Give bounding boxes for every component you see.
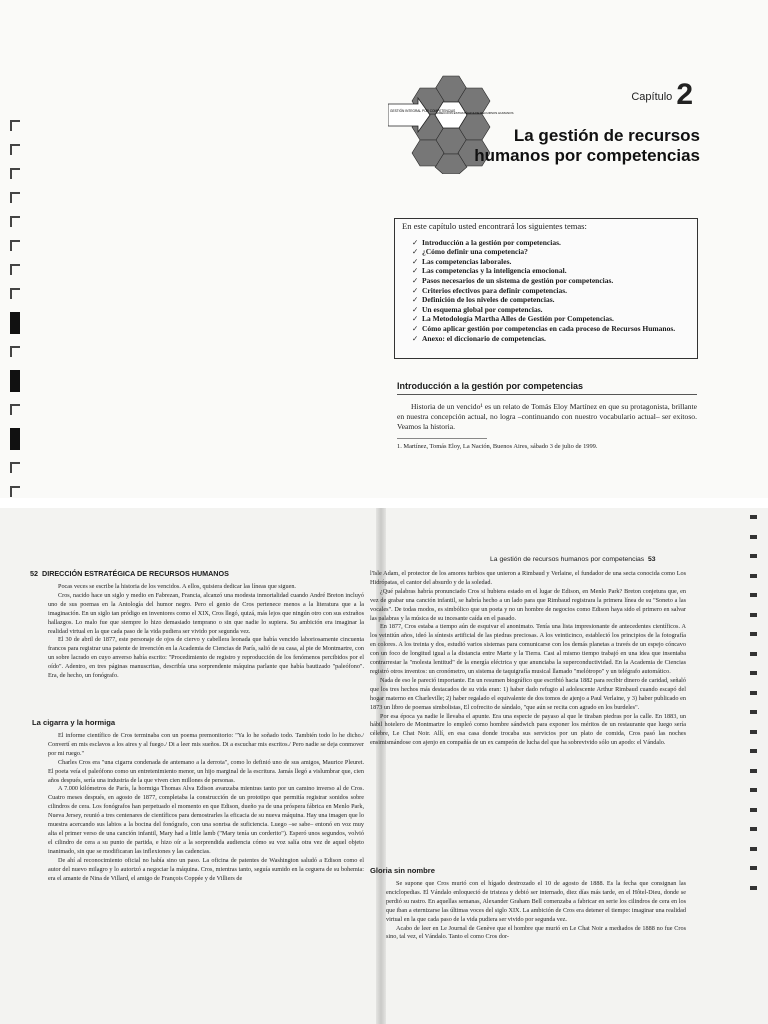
right-column-top [370,570,686,748]
right-page-header [490,556,656,563]
chapter-heading [631,78,693,112]
right-paragraph: l'Isle Adam, el protector de los amores turbios que unieron a Rimbaud y Verlaine, el fundador de una secta conocida como Los Hidrópatas, el cantor del absurdo y de la soledad. [370,570,686,586]
section-rule [397,394,697,395]
right-paragraph: Por esa época ya nadie le llevaba el apunte. Era una especie de payaso al que le tiraban piedras por la calle. En 1883, un hábil hotelero de Montmartre lo empleó como hombre sándwich para exponer los méritos de un restaurante que luego sería célebre, Le Chat Noir. Allí, en esa casa donde trocaba sus servicios por un plato de comida, Cros pasó las noches ensimismándose con ajenjo en compañía de un ex campeón de lucha del que ha sobrevivido sólo un apodo: el Vándalo. [370,712,686,747]
chapter-title [470,126,700,166]
left-paragraph: Pocas veces se escribe la historia de los vencidos. A ellos, quisiera dedicar las líneas que siguen. [58,583,296,590]
topics-box [394,218,698,359]
topic-item: ✓ Cómo aplicar gestión por competencias en cada proceso de Recursos Humanos. [412,324,690,334]
section-title: Introducción a la gestión por competencias [397,381,584,391]
topic-item: ✓ ¿Cómo definir una competencia? [412,247,690,257]
chapter-label: Capítulo [631,91,673,103]
right-paragraph: Nada de eso le pareció importante. En un resumen biográfico que escribió hacia 1882 para recibir dinero de caridad, señaló que los tres hechos más destacados de su vida eran: 1) haber dado refugio al adolescente Arthur Rimbaud cuando escapó del hogar materno en Charleville; 2) haber regalado el equivalente de dos tomos de ajenjo a Paul Verlaine, y 3) haber publicado en 1873 un libro de poemas simbolistas, El cofrecito de sándalo, "que aún se recita con agrado en los burdeles". [370,676,686,711]
right-subhead: Gloria sin nombre [370,866,435,875]
footnote: 1. Martínez, Tomás Eloy, La Nación, Buenos Aires, sábado 3 de julio de 1999. [397,443,598,450]
right-page-number: 53 [647,556,656,563]
chapter-title-line-2: humanos por competencias [474,146,700,165]
left-paragraph: De ahí al reconocimiento oficial no había sino un paso. La oficina de patentes de Washington saludó a Edison como el autor del nuevo milagro y lo autorizó a negociar la máquina. Cros, mientras tanto, seguía sumido en la ceguera de su bohemia: era el amante de Nina de Villard, el amigo de François Coppée y de Villiers de [48,856,364,882]
right-paragraph: Se supone que Cros murió con el hígado destrozado el 10 de agosto de 1888. Es la fecha que consignan las enciclopedias. El Vándalo enloqueció de tristeza y debió ser internado, diez días más tarde, en el Hôtel-Dieu, donde se perdió su rastro. En aquellas semanas, Alexander Graham Bell comenzaba a fabricar en serie los cilindros de cera en los que iban a eternizarse las últimas voces del siglo XIX. La ambición de Cros era detener el tiempo: imaginar una realidad virtual en la que cada paso de la vida pudiera ser vivido por segunda vez. [386,880,686,923]
topics-list [402,238,690,344]
right-running-title: La gestión de recursos humanos por competencias [490,556,645,563]
left-page-header [30,569,229,578]
topic-item: ✓ Un esquema global por competencias. [412,305,690,315]
left-column-top [48,583,364,681]
footnote-rule [397,438,487,439]
left-column-bottom [48,732,364,883]
left-paragraph: Cros, nacido hace un siglo y medio en Fabrezan, Francia, alcanzó una modesta inmortalidad cuando André Breton incluyó uno de sus poemas en la Antología del humor negro. Pero el genio de Cros pertenece menos a la literatura que a la imaginación. En un siglo tan pródigo en inventores como el XIX, Cros llegó, quizá, más lejos que ningún otro con sus extraños hallazgos. Lo malo fue que siempre lo hizo demasiado temprano o sin que nadie lo supiera. Su ambición era imaginar la realidad virtual en la que cada paso de la vida pudiera ser vivido por segunda vez. [48,591,364,635]
intro-paragraph: Historia de un vencido¹ es un relato de Tomás Eloy Martínez en que su protagonista, brillante en nuestra concepción actual, no logra –continuando con nuestro vocabulario actual– ser exitoso. Veamos la historia. [397,402,697,431]
diagram-arrow-label: GESTIÓN INTEGRAL POR COMPETENCIAS [390,109,456,113]
topic-item: ✓ Pasos necesarios de un sistema de gestión por competencias. [412,276,690,286]
topic-item: ✓ Las competencias laborales. [412,257,690,267]
left-subhead: La cigarra y la hormiga [32,718,116,727]
right-paragraph: Acabo de leer en Le Journal de Genève que el hombre que murió en Le Chat Noir a mediados de 1888 no fue Cros sino, tal vez, el Vándalo. Tanto el como Cros dor- [386,924,686,941]
left-paragraph: Charles Cros era "una cigarra condenada de antemano a la derrota", como lo definió uno de sus amigos, Maurice Pleuret. El poeta veía el paleófono como un entretenimiento menor, un hijo marginal de la escritura. Jamás llegó a vislumbrar que, cien años después, sería una industria de la que viven cien millones de personas. [48,758,364,784]
left-page-number: 52 [30,569,38,578]
right-paragraph: En 1877, Cros estaba a tiempo aún de esquivar el anonimato. Tenía una lista impresionante de antecedentes científicos. A los veintiún años, ideó la síntesis artificial de las piedras preciosas. A los veinticinco, estableció los principios de la fotografía en colores. A los treinta y dos, estudió varios sistemas para comunicarse con los demás planetas a través de un espejo cóncavo con un foco de longitud igual a la distancia entre Marte y la Tierra. Casi al mismo tiempo trabajó en una idea que insentaba contrarrestar la "molesta lentitud" de la energía eléctrica y que anunciaba la superconductividad. En la Academia de Ciencias registró otros inventos: un cronómetro, un sistema de taquigrafía musical llamado "melótropo" y un telégrafo automático. [370,623,686,675]
chapter-title-line-1: La gestión de recursos [513,126,700,145]
right-edge-marks [744,515,764,905]
topic-item: ✓ Criterios efectivos para definir competencias. [412,286,690,296]
right-column-bottom [386,880,686,942]
diagram-center-label: DIRECCIÓN ESTRATÉGICA DE RECURSOS HUMANOS [436,111,514,115]
right-paragraph: ¿Qué palabras habría pronunciado Cros si hubiera estado en el lugar de Edison, en Menlo Park? Breton conjetura que, en vez de grabar una canción infantil, se habría hecho a un lado para que Rimbaud registrara la primera línea de su "Soneto a las vocales". De todas modos, es simbólico que un poeta y no un hombre de negocios como Edison haya sido el primero en salvar las palabras y la música de su incesante caída en el pasado. [370,587,686,622]
topic-item: ✓ Introducción a la gestión por competencias. [412,238,690,248]
topics-intro: En este capítulo usted encontrará los siguientes temas: [402,221,587,231]
topic-item: ✓ La Metodología Martha Alles de Gestión por Competencias. [412,314,690,324]
left-running-title: DIRECCIÓN ESTRATÉGICA DE RECURSOS HUMANOS [42,569,229,578]
topic-item: ✓ Anexo: el diccionario de competencias. [412,334,690,344]
left-paragraph: A 7.000 kilómetros de París, la hormiga Thomas Alva Edison avanzaba mientras tanto por un camino inverso al de Cros. Cuatro meses después, en agosto de 1877, completaba la construcción de un prototipo que permitía registrar sonidos sobre cilindros de cera. Los fonógrafos han perpetuado el momento en que Edison, dueño ya de una próspera fábrica en Menlo Park, Nueva Jersey, reunió a tres centenares de científicos para demostrarles la eficacia de su nueva máquina. Hay una imagen que lo muestra acercando sus labios a la bocina del fonógrafo, con una sonrisa de suficiencia. Luego –se sabe– entonó en voz muy alta el primer verso de una canción infantil, Mary had a little lamb ("Mary tenía un corderito"). Esperó unos segundos, volvió el cilindro de cera a su punto de partida, e hizo oír a la sorprendida audiencia cómo su voz salía otra vez de aquel objeto inanimado, sin que se modificaran las inflexiones y las cadencias. [48,785,364,855]
chapter-number: 2 [676,78,693,111]
topic-item: ✓ Las competencias y la inteligencia emocional. [412,266,690,276]
left-paragraph: El 30 de abril de 1877, este personaje de ojos de ciervo y cabellera leonada que había vencido laboriosamente cincuenta francos para registrar una patente de invención en la Academia de Ciencias de París, salió de su casa, al pie de Montmartre, con un sobre lacrado en cuyo anverso había escrito: "Procedimiento de registro y reproducción de los fenómenos percibidos por el oído". Adentro, en tres páginas manuscritas, describía una sorprendente máquina parlante que había bautizado "paleófono". Era, de hecho, un fonógrafo. [48,636,364,680]
topic-item: ✓ Definición de los niveles de competencias. [412,295,690,305]
left-paragraph: El informe científico de Cros terminaba con un poema premonitorio: "Ya lo he soñado todo. También todo lo he dicho./ Convertí en mis esclavos a los aires y al fuego./ Di a leer mis sueños. Di a escuchar mis escritos./ Pero nadie se deja conmover por mi ruego." [48,732,364,757]
